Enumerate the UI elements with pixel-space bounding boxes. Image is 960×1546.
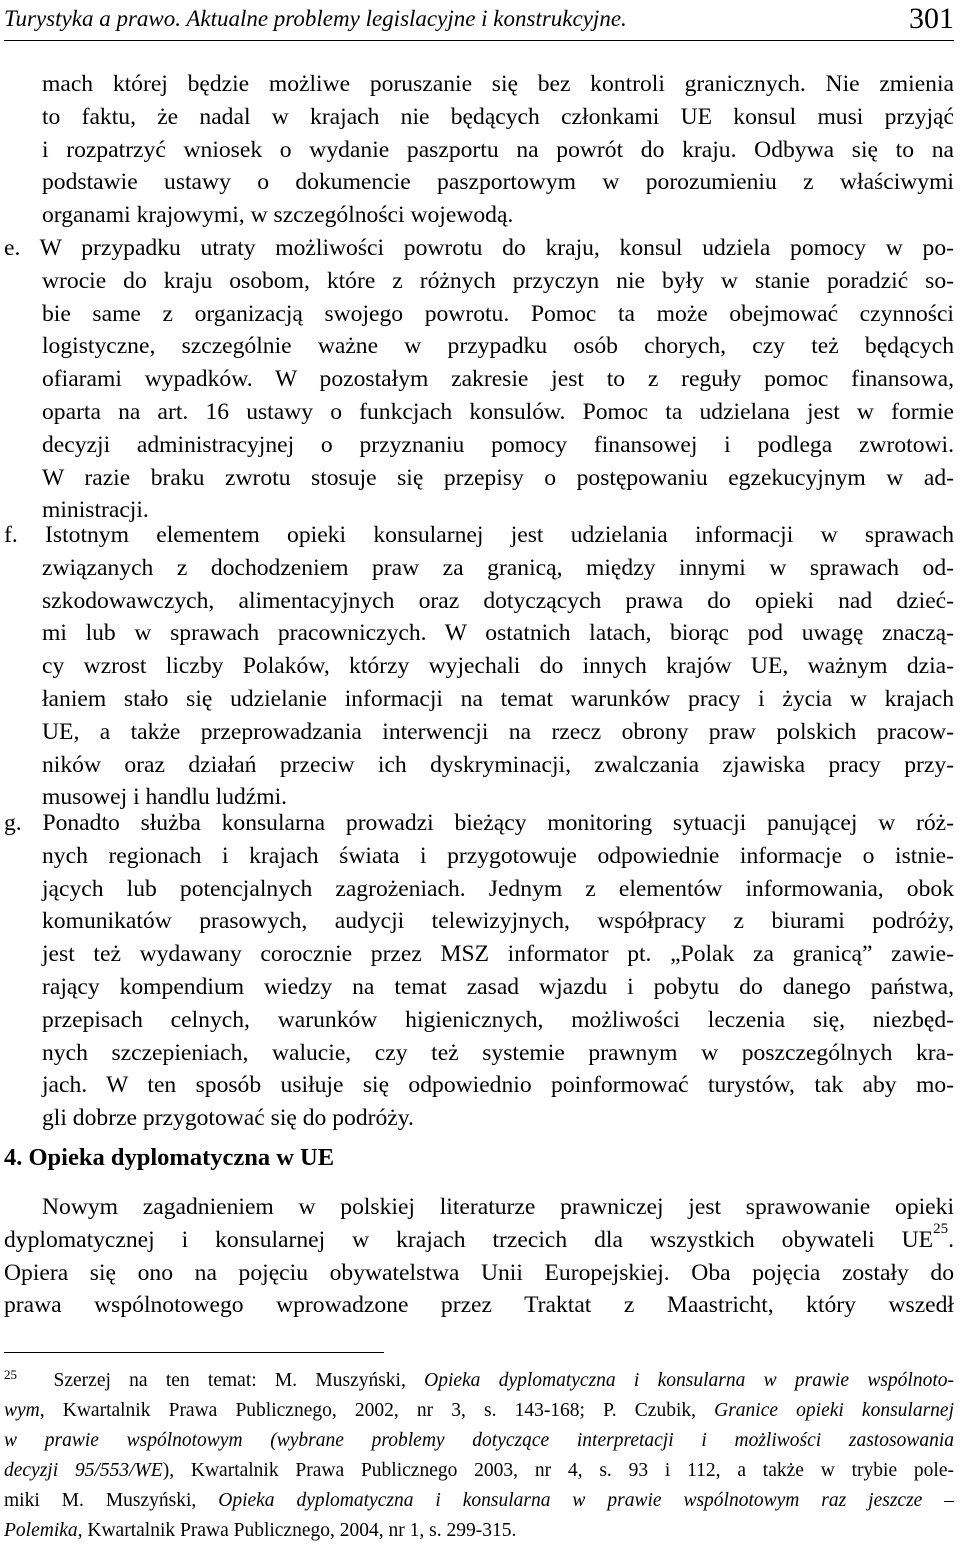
text-span: . (948, 1226, 954, 1253)
text-line: związanych z dochodzeniem praw za granicą, między innymi w sprawach od- (42, 554, 954, 581)
text-line: przepisach celnych, warunków higienicznych, możliwości leczenia się, niezbęd- (42, 1006, 954, 1033)
page-header (4, 2, 954, 41)
text-line: jach. W ten sposób usiłuje się odpowiednio poinformować turystów, tak aby mo- (42, 1072, 954, 1099)
paragraph-section-4 (4, 1191, 954, 1322)
running-title: Turystyka a prawo. Aktualne problemy legislacyjne i konstrukcyjne. (4, 6, 627, 31)
page-number: 301 (909, 2, 954, 35)
text-span: Kwartalnik Prawa Publicznego, 2004, nr 1, s. 299-315. (82, 1520, 517, 1541)
text-line: ministracji. (42, 497, 149, 524)
footnote-25 (4, 1366, 954, 1546)
text-line: UE, a także przeprowadzania interwencji na rzecz obrony praw polskich pracow- (42, 718, 954, 745)
text-line (4, 1516, 954, 1546)
text-span: Szerzej na ten temat: M. Muszyński, (53, 1370, 425, 1391)
section-heading: 4. Opieka dyplomatyczna w UE (4, 1144, 335, 1171)
text-line: nych szczepieniach, walucie, czy też systemie prawnym w poszczególnych kra- (42, 1039, 954, 1066)
text-line: logistyczne, szczególnie ważne w przypadku osób chorych, czy też będących (42, 333, 954, 360)
text-span: dyplomatycznej i konsularnej w krajach trzecich dla wszystkich obywateli UE (4, 1226, 934, 1253)
text-line (4, 1456, 954, 1486)
paragraph-item-g (4, 807, 954, 1135)
text-line: łaniem stało się udzielanie informacji na temat warunków pracy i życia w krajach (42, 685, 954, 712)
text-line: to faktu, że nadal w krajach nie będących członkami UE konsul musi przyjąć (42, 103, 954, 130)
text-span-italic: wym (4, 1400, 40, 1421)
text-line: bie same z organizacją swojego powrotu. Pomoc ta może obejmować czynności (42, 300, 954, 327)
text-span-italic: decyzji 95/553/WE (4, 1460, 163, 1481)
text-line (4, 1396, 954, 1426)
text-line: e. W przypadku utraty możliwości powrotu do kraju, konsul udziela pomocy w po- (4, 235, 954, 261)
paragraph-item-f (4, 519, 954, 814)
text-line: nych regionach i krajach świata i przygotowuje odpowiednie informacje o istnie- (42, 842, 954, 869)
text-line (4, 1426, 954, 1456)
footnote-separator (4, 1352, 384, 1353)
text-span: ), Kwartalnik Prawa Publicznego 2003, nr 4, s. 93 i 112, a także w trybie pole- (162, 1460, 954, 1481)
text-line: ników oraz działań przeciw ich dyskryminacji, zwalczania zjawiska pracy przy- (42, 751, 954, 778)
text-line: organami krajowymi, w szczególności wojewodą. (42, 202, 514, 229)
text-line: ofiarami wypadków. W pozostałym zakresie jest to z reguły pomoc finansowa, (42, 366, 954, 393)
text-line: mi lub w sprawach pracowniczych. W ostatnich latach, biorąc pod uwagę znaczą- (42, 620, 954, 647)
text-line: cy wzrost liczby Polaków, którzy wyjechali do innych krajów UE, ważnym dzia- (42, 653, 954, 680)
text-line: prawa wspólnotowego wprowadzone przez Traktat z Maastricht, który wszedł (4, 1292, 954, 1319)
text-line: decyzji administracyjnej o przyznaniu pomocy finansowej i podlega zwrotowi. (42, 431, 954, 458)
text-line: musowej i handlu ludźmi. (42, 784, 288, 811)
text-line: Opiera się ono na pojęciu obywatelstwa Unii Europejskiej. Oba pojęcia zostały do (4, 1259, 954, 1286)
text-line (4, 1486, 954, 1516)
text-span-italic: Polemika, (4, 1520, 83, 1541)
footnote-ref: 25 (933, 1220, 949, 1237)
text-line: Nowym zagadnieniem w polskiej literaturze prawniczej jest sprawowanie opieki (42, 1194, 954, 1220)
text-span-italic: w prawie wspólnotowym (wybrane problemy dotyczące interpretacji i możliwości zastosowania (4, 1430, 954, 1451)
text-span: , Kwartalnik Prawa Publicznego, 2002, nr 3, s. 143-168; P. Czubik, (39, 1400, 715, 1421)
text-line: gli dobrze przygotować się do podróży. (42, 1105, 414, 1132)
text-line: wrocie do kraju osobom, które z różnych przyczyn nie były w stanie poradzić so- (42, 267, 954, 294)
text-span: miki M. Muszyński, (4, 1490, 219, 1511)
text-line: mach której będzie możliwe poruszanie się bez kontroli granicznych. Nie zmienia (42, 71, 954, 97)
text-line: oparta na art. 16 ustawy o funkcjach konsulów. Pomoc ta udzielana jest w formie (42, 398, 954, 425)
text-span-italic: Opieka dyplomatyczna i konsularna w prawie wspólnotowym raz jeszcze – (218, 1490, 954, 1511)
text-line: W razie braku zwrotu stosuje się przepisy o postępowaniu egzekucyjnym w ad- (42, 464, 954, 491)
text-line: f. Istotnym elementem opieki konsularnej jest udzielania informacji w sprawach (4, 522, 954, 548)
text-span-italic: Granice opieki konsularnej (714, 1400, 954, 1421)
footnote-number: 25 (4, 1367, 17, 1382)
text-line: szkodowawczych, alimentacyjnych oraz dotyczących prawa do opieki nad dzieć- (42, 587, 954, 614)
text-line: i rozpatrzyć wniosek o wydanie paszportu na powrót do kraju. Odbywa się to na (42, 136, 954, 163)
text-span-italic: Opieka dyplomatyczna i konsularna w prawie wspólnoto- (424, 1370, 954, 1391)
text-line (4, 1366, 954, 1396)
paragraph-continuation (42, 68, 954, 232)
text-line: jest też wydawany corocznie przez MSZ informator pt. „Polak za granicą” zawie- (42, 941, 954, 968)
paragraph-item-e (4, 232, 954, 527)
text-line: jących lub potencjalnych zagrożeniach. Jednym z elementów informowania, obok (42, 875, 954, 902)
text-line: g. Ponadto służba konsularna prowadzi bieżący monitoring sytuacji panującej w róż- (4, 810, 954, 836)
text-line: podstawie ustawy o dokumencie paszportowym w porozumieniu z właściwymi (42, 169, 954, 196)
text-line (4, 1220, 954, 1257)
text-line: rający kompendium wiedzy na temat zasad wjazdu i pobytu do danego państwa, (42, 973, 954, 1000)
text-line: komunikatów prasowych, audycji telewizyjnych, współpracy z biurami podróży, (42, 908, 954, 935)
